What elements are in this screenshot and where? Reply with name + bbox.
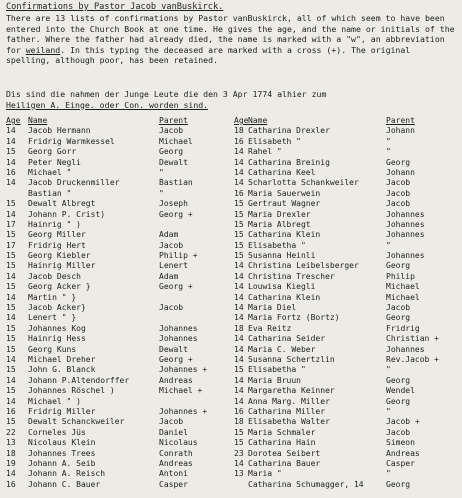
- age-cell: 14: [234, 458, 244, 468]
- name-cell: Hainrig Miller: [28, 261, 96, 271]
- name-cell: Corneles Jüs: [28, 427, 86, 437]
- age-cell: 15: [234, 219, 244, 229]
- table-row: [234, 210, 460, 220]
- age-cell: 14: [234, 178, 244, 188]
- table-row: [6, 355, 230, 365]
- parent-cell: Jacob: [386, 178, 411, 188]
- name-cell: Margaretha Keinner: [248, 386, 335, 396]
- table-row: [234, 199, 460, 209]
- age-cell: 15: [6, 386, 16, 396]
- age-cell: 14: [234, 375, 244, 385]
- name-cell: Susanna Heinli: [248, 251, 316, 261]
- age-cell: 15: [6, 251, 16, 261]
- parent-cell: Johannes: [386, 251, 425, 261]
- german-heading-line-1: Dis sind die nahmen der Junge Leute die den 3 Apr 1774 alhier zum: [6, 89, 327, 99]
- table-row: [6, 168, 230, 178]
- table-row: [6, 303, 230, 313]
- table-row: [6, 386, 230, 396]
- name-cell: Catharina Bauer: [248, 458, 321, 468]
- table-row: [234, 355, 460, 365]
- name-cell: Maria Fortz (Bortz): [248, 313, 340, 323]
- parent-cell: ": [386, 147, 391, 157]
- name-cell: Christina Trescher: [248, 271, 335, 281]
- name-cell: Dewalt Albregt: [28, 199, 96, 209]
- age-cell: 14: [234, 261, 244, 271]
- age-cell: 22: [6, 427, 16, 437]
- parent-cell: Andreas: [159, 458, 193, 468]
- parent-cell: Georg: [386, 157, 411, 167]
- intro-text-1: There are 13 lists of confirmations by Pastor vanBuskirck, all of which seem to have been entered into the Church Book at one time. He gives the age, and the name or initials of the father. Where the father had already died, the name is marked with a "w", an abbreviation for: [6, 13, 455, 55]
- table-row: [6, 407, 230, 417]
- name-cell: Catharina Hain: [248, 438, 316, 448]
- table-row: [234, 376, 460, 386]
- name-cell: Catharina Klein: [248, 230, 321, 240]
- age-cell: 14: [234, 282, 244, 292]
- age-cell: 16: [234, 136, 244, 146]
- age-cell: 14: [234, 344, 244, 354]
- table-row: [234, 241, 460, 251]
- age-cell: 14: [6, 126, 16, 136]
- parent-cell: Jacob: [386, 188, 411, 198]
- table-row: [6, 334, 230, 344]
- table-row: [234, 293, 460, 303]
- age-cell: 15: [234, 199, 244, 209]
- name-header: Name: [248, 116, 268, 125]
- age-cell: 15: [6, 344, 16, 354]
- name-cell: Rahel ": [248, 147, 282, 157]
- table-row: [234, 137, 460, 147]
- parent-cell: Michael +: [159, 386, 203, 396]
- table-row: [234, 365, 460, 375]
- age-cell: 15: [234, 230, 244, 240]
- table-row: [6, 189, 230, 199]
- age-cell: 16: [234, 188, 244, 198]
- parent-cell: Jacob: [159, 126, 184, 136]
- parent-cell: Dewalt: [159, 344, 188, 354]
- age-cell: 14: [6, 469, 16, 479]
- parent-cell: Georg: [386, 261, 411, 271]
- table-row: [234, 324, 460, 334]
- name-cell: Bastian ": [28, 188, 72, 198]
- table-row: [6, 376, 230, 386]
- name-cell: Susanna Schertzlin: [248, 354, 335, 364]
- table-row: [234, 438, 460, 448]
- age-cell: 17: [6, 219, 16, 229]
- parent-cell: Georg +: [159, 209, 193, 219]
- name-cell: Hainrig Hess: [28, 334, 86, 344]
- name-cell: Maria Schmaler: [248, 427, 316, 437]
- age-cell: 15: [6, 199, 16, 209]
- age-cell: 15: [6, 261, 16, 271]
- parent-cell: Johann: [386, 126, 415, 136]
- name-cell: Johannes Röschel ): [28, 386, 115, 396]
- parent-cell: ": [386, 469, 391, 479]
- name-cell: Johann C. Bauer: [28, 479, 101, 489]
- table-row: [234, 345, 460, 355]
- table-row: [234, 178, 460, 188]
- parent-cell: Georg: [159, 147, 184, 157]
- table-row: [6, 199, 230, 209]
- parent-cell: Philip: [386, 271, 415, 281]
- table-row: [6, 480, 230, 490]
- parent-cell: ": [159, 167, 164, 177]
- name-cell: Georg Kuns: [28, 344, 77, 354]
- table-row: [234, 428, 460, 438]
- age-cell: 14: [234, 292, 244, 302]
- parent-cell: Jacob: [386, 303, 411, 313]
- name-cell: Gertraut Wagner: [248, 199, 321, 209]
- name-cell: Georg Acker }: [28, 282, 91, 292]
- table-row: [234, 449, 460, 459]
- parent-cell: Georg +: [159, 282, 193, 292]
- parent-cell: Johannes +: [159, 406, 208, 416]
- name-cell: Elisabetha ": [248, 240, 306, 250]
- table-row: [6, 126, 230, 136]
- parent-cell: Johannes: [386, 209, 425, 219]
- age-cell: 13: [234, 469, 244, 479]
- age-cell: 15: [6, 334, 16, 344]
- table-row: [234, 469, 460, 479]
- table-row: [234, 480, 460, 490]
- age-cell: 14: [234, 157, 244, 167]
- name-cell: Anna Marg. Miller: [248, 396, 330, 406]
- parent-cell: Michael: [159, 136, 193, 146]
- parent-cell: Lenert: [159, 261, 188, 271]
- name-cell: Johann P.Altendorffer: [28, 375, 130, 385]
- name-cell: Maria Diel: [248, 303, 297, 313]
- parent-cell: ": [386, 136, 391, 146]
- name-cell: Jacob Hermann: [28, 126, 91, 136]
- name-cell: Maria C. Weber: [248, 344, 316, 354]
- german-heading-line-2: Heiligen A. Einge. oder Con. worden sind.: [6, 99, 209, 110]
- table-row: [6, 241, 230, 251]
- parent-cell: Wendel: [386, 386, 415, 396]
- name-cell: Peter Negli: [28, 157, 81, 167]
- name-cell: Fridrig Hert: [28, 240, 86, 250]
- table-row: [6, 210, 230, 220]
- age-cell: 17: [6, 240, 16, 250]
- parent-cell: Andreas: [159, 375, 193, 385]
- name-cell: Johannes Kog: [28, 323, 86, 333]
- table-row: [6, 313, 230, 323]
- age-cell: 14: [6, 396, 16, 406]
- table-row: [6, 365, 230, 375]
- left-column: [6, 116, 230, 490]
- table-row: [234, 417, 460, 427]
- age-cell: 14: [6, 375, 16, 385]
- parent-cell: Johannes: [159, 323, 198, 333]
- parent-cell: Casper: [386, 458, 415, 468]
- age-cell: 15: [6, 365, 16, 375]
- table-row: [6, 220, 230, 230]
- name-cell: Jacob Druckenmiller: [28, 178, 120, 188]
- age-cell: 15: [6, 147, 16, 157]
- name-cell: Georg Miller: [28, 230, 86, 240]
- parent-cell: Jacob: [159, 417, 184, 427]
- age-cell: 16: [6, 167, 16, 177]
- age-cell: 15: [234, 209, 244, 219]
- name-cell: John G. Blanck: [28, 365, 96, 375]
- name-cell: Johann A. Reisch: [28, 469, 106, 479]
- age-cell: 15: [6, 323, 16, 333]
- table-row: [234, 272, 460, 282]
- age-cell: 15: [234, 240, 244, 250]
- age-cell: 14: [6, 292, 16, 302]
- name-cell: Jacob Desch: [28, 271, 81, 281]
- name-cell: Hainrig " ): [28, 219, 81, 229]
- table-row: [6, 397, 230, 407]
- age-cell: 14: [234, 313, 244, 323]
- parent-cell: Georg +: [159, 354, 193, 364]
- parent-cell: Joseph: [159, 199, 188, 209]
- name-cell: Johann A. Seib: [28, 458, 96, 468]
- intro-paragraph: [6, 13, 458, 66]
- age-cell: 14: [234, 147, 244, 157]
- table-row: [6, 449, 230, 459]
- age-cell: 15: [234, 427, 244, 437]
- parent-cell: Bastian: [159, 178, 193, 188]
- name-cell: Catharina Breinig: [248, 157, 330, 167]
- name-cell: Eva Reitz: [248, 323, 292, 333]
- parent-cell: Christian +: [386, 334, 439, 344]
- age-cell: 14: [234, 303, 244, 313]
- name-cell: Johannes Trees: [28, 448, 96, 458]
- parent-cell: Conrath: [159, 448, 193, 458]
- age-cell: 15: [6, 230, 16, 240]
- age-cell: 14: [6, 157, 16, 167]
- table-row: [6, 272, 230, 282]
- age-cell: 15: [6, 417, 16, 427]
- intro-weiland: weiland: [25, 44, 61, 55]
- table-row: [6, 178, 230, 188]
- parent-cell: Michael: [386, 292, 420, 302]
- table-row: [6, 345, 230, 355]
- name-cell: Christina Leibelsberger: [248, 261, 359, 271]
- parent-cell: Jacob +: [386, 417, 420, 427]
- parent-cell: ": [386, 406, 391, 416]
- table-row: [6, 251, 230, 261]
- age-cell: 18: [234, 126, 244, 136]
- parent-cell: Andreas: [386, 448, 420, 458]
- age-cell: 14: [234, 271, 244, 281]
- name-cell: Georg Gorr: [28, 147, 77, 157]
- name-cell: Louwisa Kiegli: [248, 282, 316, 292]
- name-cell: Catharina Drexler: [248, 126, 330, 136]
- parent-cell: Daniel: [159, 427, 188, 437]
- table-row: [234, 303, 460, 313]
- age-cell: 15: [234, 251, 244, 261]
- age-cell: 16: [6, 406, 16, 416]
- parent-cell: ": [386, 365, 391, 375]
- table-row: [234, 334, 460, 344]
- table-row: [234, 282, 460, 292]
- parent-cell: Casper: [159, 479, 188, 489]
- parent-cell: Philip +: [159, 251, 198, 261]
- table-row: [6, 417, 230, 427]
- parent-cell: Adam: [159, 230, 179, 240]
- name-cell: Fridrig Warmkessel: [28, 136, 115, 146]
- table-row: [234, 313, 460, 323]
- parent-cell: Rev.Jacob +: [386, 354, 439, 364]
- parent-cell: Jacob: [159, 303, 184, 313]
- table-row: [234, 147, 460, 157]
- table-row: [234, 158, 460, 168]
- table-row: [6, 282, 230, 292]
- intro-text-2: . In this typing the deceased are marked with a cross (+). The original spelling, although poor, has been retained.: [6, 44, 411, 66]
- age-cell: 19: [6, 458, 16, 468]
- parent-cell: Georg: [386, 479, 411, 489]
- name-header: Name: [28, 116, 48, 125]
- parent-cell: Johannes: [386, 230, 425, 240]
- parent-header: Parent: [386, 116, 415, 125]
- name-cell: Dewalt Schanckweiler: [28, 417, 125, 427]
- name-cell: Lenert " }: [28, 313, 77, 323]
- name-cell: Michael " ): [28, 396, 81, 406]
- name-cell: Dorotea Seibert: [248, 448, 321, 458]
- age-cell: 14: [6, 354, 16, 364]
- parent-cell: Jacob: [159, 240, 184, 250]
- parent-cell: Antoni: [159, 469, 188, 479]
- age-cell: 16: [6, 479, 16, 489]
- age-cell: 23: [234, 448, 244, 458]
- age-header: Age: [6, 116, 21, 125]
- document-title: Confirmations by Pastor Jacob vanBuskirck.: [6, 2, 224, 12]
- table-row: [6, 230, 230, 240]
- parent-cell: Johannes: [159, 334, 198, 344]
- parent-cell: Jacob: [386, 199, 411, 209]
- age-cell: 15: [234, 438, 244, 448]
- table-row: [6, 158, 230, 168]
- name-cell: Nicolaus Klein: [28, 438, 96, 448]
- name-cell: Georg Kiebler: [28, 251, 91, 261]
- name-cell: Catharina Miller: [248, 406, 326, 416]
- parent-cell: ": [386, 240, 391, 250]
- parent-cell: Simeon: [386, 438, 415, 448]
- age-cell: 18: [6, 448, 16, 458]
- table-row: [234, 126, 460, 136]
- table-row: [234, 397, 460, 407]
- age-cell: 14: [6, 136, 16, 146]
- name-cell: Elisabetha ": [248, 365, 306, 375]
- parent-cell: Jacob: [386, 427, 411, 437]
- table-row: [234, 220, 460, 230]
- name-cell: Elisabetha Walter: [248, 417, 330, 427]
- left-column-header: [6, 116, 230, 126]
- age-cell: 14: [6, 271, 16, 281]
- table-row: [6, 293, 230, 303]
- age-cell: 14: [6, 313, 16, 323]
- age-cell: 15: [234, 365, 244, 375]
- parent-cell: Georg: [386, 375, 411, 385]
- name-cell: Maria Sauerwein: [248, 188, 321, 198]
- parent-cell: Johannes +: [159, 365, 208, 375]
- table-row: [6, 438, 230, 448]
- german-heading: [6, 89, 458, 110]
- table-row: [6, 137, 230, 147]
- parent-cell: Johannes: [386, 219, 425, 229]
- right-column: [234, 116, 460, 490]
- age-cell: 14: [234, 334, 244, 344]
- age-cell: 18: [234, 323, 244, 333]
- name-cell: Scharlotta Schankweiler: [248, 178, 359, 188]
- name-cell: Martin " }: [28, 292, 77, 302]
- name-cell: Catharina Keel: [248, 167, 316, 177]
- table-row: [234, 230, 460, 240]
- name-cell: Maria Bruun: [248, 375, 301, 385]
- parent-cell: Johannes: [386, 344, 425, 354]
- age-cell: 14: [234, 396, 244, 406]
- table-row: [234, 386, 460, 396]
- age-cell: 14: [234, 354, 244, 364]
- table-row: [234, 168, 460, 178]
- table-row: [6, 324, 230, 334]
- age-header: Age: [234, 116, 249, 125]
- parent-header: Parent: [159, 116, 188, 125]
- table-row: [234, 459, 460, 469]
- name-cell: Fridrig Miller: [28, 406, 96, 416]
- parent-cell: Georg: [386, 313, 411, 323]
- age-cell: 14: [234, 167, 244, 177]
- parent-cell: Johann: [386, 167, 415, 177]
- parent-cell: Nicolaus: [159, 438, 198, 448]
- name-cell: Catharina Schumagger, 14: [248, 479, 364, 489]
- parent-cell: Michael: [386, 282, 420, 292]
- name-cell: Michael Dreher: [28, 354, 96, 364]
- parent-cell: ": [159, 188, 164, 198]
- age-cell: 18: [234, 417, 244, 427]
- parent-cell: Dewalt: [159, 157, 188, 167]
- table-row: [6, 428, 230, 438]
- table-row: [234, 261, 460, 271]
- name-cell: Elisabeth ": [248, 136, 301, 146]
- name-cell: Maria Albregt: [248, 219, 311, 229]
- table-row: [6, 261, 230, 271]
- age-cell: 14: [6, 209, 16, 219]
- age-cell: 14: [6, 178, 16, 188]
- right-column-header: [234, 116, 460, 126]
- name-cell: Catharina Seider: [248, 334, 326, 344]
- name-cell: Maria Drexler: [248, 209, 311, 219]
- name-cell: Maria ": [248, 469, 282, 479]
- parent-cell: Fridrig: [386, 323, 420, 333]
- table-row: [6, 147, 230, 157]
- parent-cell: Georg: [386, 396, 411, 406]
- age-cell: 15: [6, 303, 16, 313]
- table-row: [6, 459, 230, 469]
- table-row: [234, 407, 460, 417]
- age-cell: 14: [234, 386, 244, 396]
- name-cell: Jacob Acker}: [28, 303, 86, 313]
- table-row: [234, 189, 460, 199]
- name-cell: Catharina Klein: [248, 292, 321, 302]
- table-row: [6, 469, 230, 479]
- table-row: [234, 251, 460, 261]
- parent-cell: Adam: [159, 271, 179, 281]
- age-cell: 16: [234, 406, 244, 416]
- age-cell: 13: [6, 438, 16, 448]
- name-cell: Michael ": [28, 167, 72, 177]
- age-cell: 15: [6, 282, 16, 292]
- name-cell: Johann P. Crist): [28, 209, 106, 219]
